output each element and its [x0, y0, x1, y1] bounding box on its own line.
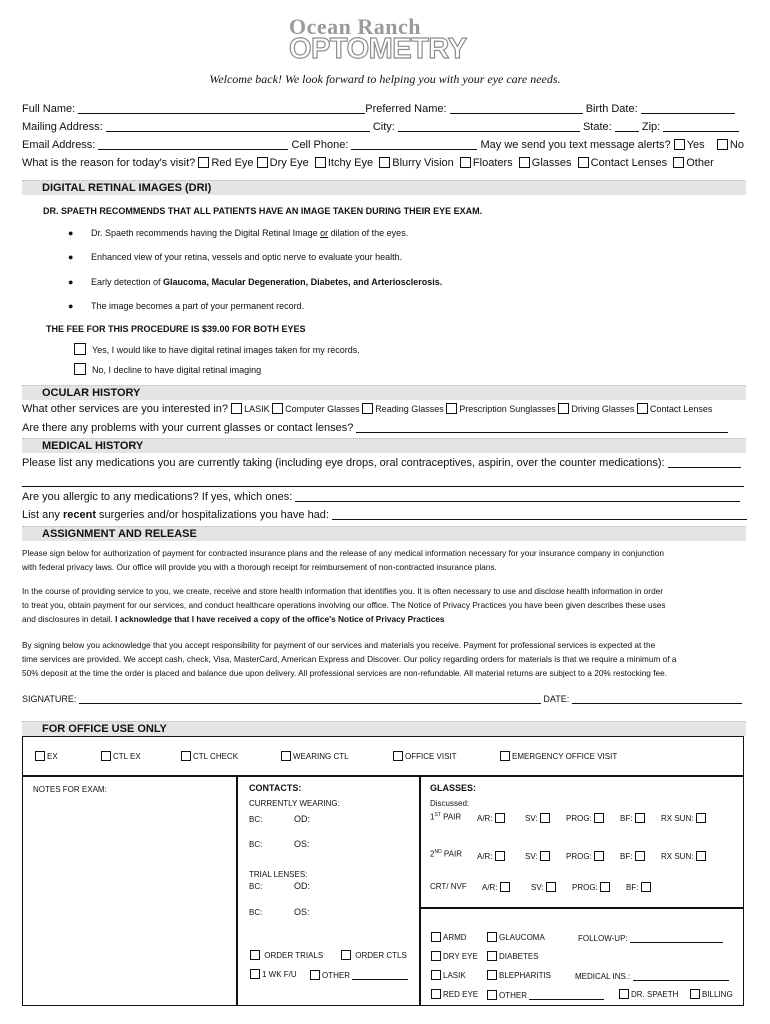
ar-checkbox[interactable]: [495, 851, 505, 861]
order-ctls: [341, 950, 407, 960]
service-checkbox[interactable]: [558, 403, 569, 414]
dryeye-checkbox[interactable]: [431, 951, 441, 961]
services-question: What other services are you interested in?: [22, 403, 229, 415]
office-check-label: WEARING CTL: [293, 752, 349, 761]
meds-question: Please list any medications you are currently taking (including eye drops, oral contraceptives, aspirin, over the counter medications):: [22, 457, 665, 469]
service-checkbox[interactable]: [231, 403, 242, 414]
billing-label: BILLING: [702, 990, 733, 999]
bf-label: BF:: [620, 852, 633, 861]
service-option: Computer Glasses: [285, 404, 360, 414]
other-row: [487, 989, 604, 1000]
office-check-ctl-check: [181, 751, 238, 761]
para-line: 50% deposit at the time the order is placed and balance due upon delivery. All professional services are non-refundable. All material returns are subject to a 20% restocking fee.: [22, 668, 668, 678]
mailing-address-label: Mailing Address:: [22, 121, 103, 133]
city-label: City:: [372, 121, 395, 133]
assignment-paragraph-3: [22, 638, 750, 680]
order-ctls-checkbox[interactable]: [341, 950, 351, 960]
office-checkbox[interactable]: [393, 751, 403, 761]
dryeye-label: DRY EYE: [443, 952, 478, 961]
other-field[interactable]: [352, 969, 408, 980]
pair-sup: ST: [434, 812, 441, 818]
sv-label: SV:: [525, 814, 538, 823]
diabetes-label: DIABETES: [499, 952, 539, 961]
problems-question: Are there any problems with your current glasses or contact lenses?: [22, 422, 354, 434]
prog-label: PROG:: [566, 852, 592, 861]
assignment-header: [22, 526, 746, 541]
service-option: Reading Glasses: [375, 404, 444, 414]
order-trials-checkbox[interactable]: [250, 950, 260, 960]
surgery-bold: recent: [62, 509, 96, 521]
bf-3: [626, 882, 653, 892]
dri-bullet-1: [91, 228, 408, 238]
glasses-title: GLASSES:: [430, 783, 477, 793]
para-line: Please sign below for authorization of payment for contracted insurance plans and the release of any medical information necessary for your insurance company in conjunction: [22, 548, 664, 558]
email-label: Email Address:: [22, 139, 96, 151]
crt-label: CRT/ NVF: [430, 882, 467, 891]
ar-checkbox[interactable]: [500, 882, 510, 892]
para-line: to treat you, obtain payment for our services, and conduct healthcare operations involving our office. The Notice of Privacy Practices you have been given describes these uses: [22, 600, 666, 610]
contacts-title: CONTACTS:: [249, 783, 302, 793]
trial-lenses-label: TRIAL LENSES:: [249, 870, 308, 879]
reason-option: Floaters: [472, 157, 513, 169]
diabetes-row: [487, 951, 539, 961]
prog-label: PROG:: [572, 883, 598, 892]
ar-label: A/R:: [482, 883, 498, 892]
yes-label: Yes: [686, 139, 705, 151]
contacts-other: [310, 969, 408, 980]
ar-label: A/R:: [477, 852, 493, 861]
sv-label: SV:: [525, 852, 538, 861]
glaucoma-checkbox[interactable]: [487, 932, 497, 942]
reason-checkbox[interactable]: [379, 157, 390, 168]
bc-label: BC:: [249, 815, 263, 824]
reason-option: Blurry Vision: [392, 157, 454, 169]
reason-option: Red Eye: [211, 157, 254, 169]
rxsun-1: [661, 813, 708, 823]
pair-number: 1: [430, 812, 435, 822]
dri-bullet-3-pre: Early detection of: [91, 277, 164, 287]
surgery-row: [22, 509, 747, 521]
notes-box[interactable]: [22, 776, 237, 1006]
date-label: DATE:: [543, 694, 570, 704]
email-field[interactable]: [98, 139, 288, 150]
reason-checkbox[interactable]: [673, 157, 684, 168]
office-check-office-visit: [393, 751, 457, 761]
rxsun-label: RX SUN:: [661, 852, 694, 861]
dri-bullet-3-bold: Glaucoma, Macular Degeneration, Diabetes, and Arteriosclerosis.: [163, 277, 443, 287]
medins-label: MEDICAL INS.:: [575, 972, 631, 981]
office-checkbox[interactable]: [281, 751, 291, 761]
other-checkbox[interactable]: [310, 970, 320, 980]
reason-option: Dry Eye: [269, 157, 309, 169]
zip-label: Zip:: [641, 121, 661, 133]
para-line: [22, 612, 750, 626]
ocular-header: [22, 385, 746, 400]
dri-bullet-1-pre: Dr. Spaeth recommends having the Digital Retinal Image: [91, 228, 321, 238]
os-label: OS:: [294, 907, 310, 917]
meds-field-line-2[interactable]: [22, 486, 744, 487]
prog-checkbox[interactable]: [594, 851, 604, 861]
sv-checkbox[interactable]: [540, 813, 550, 823]
armd-checkbox[interactable]: [431, 932, 441, 942]
sv-checkbox[interactable]: [540, 851, 550, 861]
service-option: Contact Lenses: [649, 404, 713, 414]
medical-header: [22, 438, 746, 453]
dri-yes-label: Yes, I would like to have digital retinal images taken for my records.: [92, 345, 360, 355]
office-checkbox[interactable]: [181, 751, 191, 761]
ar-2: [477, 851, 507, 861]
office-check-wearing-ctl: [281, 751, 349, 761]
surgery-post: surgeries and/or hospitalizations you have had:: [96, 509, 329, 521]
office-checkbox[interactable]: [101, 751, 111, 761]
service-option: Driving Glasses: [571, 404, 635, 414]
para-line: By signing below you acknowledge that you accept responsibility for payment of our services and materials you receive. Payment for professional services is expected at the: [22, 640, 656, 650]
ar-1: [477, 813, 507, 823]
drspaeth-label: DR. SPAETH: [631, 990, 679, 999]
bullet-icon: ●: [68, 301, 74, 311]
reason-row: [22, 157, 714, 169]
email-row: [22, 139, 744, 151]
service-checkbox[interactable]: [446, 403, 457, 414]
blepharitis-row: [487, 970, 551, 980]
bf-checkbox[interactable]: [635, 851, 645, 861]
privacy-acknowledgement: I acknowledge that I have received a copy of the office's Notice of Privacy Practices: [115, 614, 445, 624]
rxsun-checkbox[interactable]: [696, 813, 706, 823]
redeye-row: [431, 989, 478, 999]
office-checkbox[interactable]: [500, 751, 510, 761]
bf-1: [620, 813, 647, 823]
reason-option: Other: [686, 157, 714, 169]
dri-recommend: DR. SPAETH RECOMMENDS THAT ALL PATIENTS HAVE AN IMAGE TAKEN DURING THEIR EYE EXAM.: [43, 206, 483, 216]
blepharitis-label: BLEPHARITIS: [499, 971, 552, 980]
bf-checkbox[interactable]: [641, 882, 651, 892]
rxsun-label: RX SUN:: [661, 814, 694, 823]
blepharitis-checkbox[interactable]: [487, 970, 497, 980]
currently-wearing-label: CURRENTLY WEARING:: [249, 799, 340, 808]
office-header-text: FOR OFFICE USE ONLY: [42, 723, 167, 735]
full-name-row: [22, 103, 735, 115]
signature-label: SIGNATURE:: [22, 694, 77, 704]
service-option: LASIK: [244, 404, 270, 414]
medins-field[interactable]: [633, 970, 729, 981]
pair-label: PAIR: [443, 812, 462, 822]
bullet-icon: ●: [68, 228, 74, 238]
sv-1: [525, 813, 552, 823]
followup-row: [578, 932, 723, 943]
full-name-field[interactable]: [78, 103, 365, 114]
service-option: Prescription Sunglasses: [459, 404, 556, 414]
ocular-header-text: OCULAR HISTORY: [42, 387, 141, 399]
dri-bullet-1-post: dilation of the eyes.: [328, 228, 409, 238]
pair-label: PAIR: [443, 849, 462, 859]
bullet-icon: ●: [68, 277, 74, 287]
followup-field[interactable]: [630, 932, 723, 943]
sv-label: SV:: [531, 883, 544, 892]
order-trials: [250, 950, 323, 960]
glaucoma-row: [487, 932, 545, 942]
dri-bullet-1-or: or: [320, 228, 329, 238]
office-check-label: CTL EX: [113, 752, 141, 761]
office-check-label: EMERGENCY OFFICE VISIT: [512, 752, 618, 761]
logo-line1: Ocean Ranch: [289, 14, 421, 39]
bullet-icon: ●: [68, 252, 74, 262]
meds-row: [22, 457, 741, 469]
pair-sup: ND: [434, 849, 442, 855]
preferred-name-field[interactable]: [450, 103, 583, 114]
service-checkbox[interactable]: [637, 403, 648, 414]
office-check-label: CTL CHECK: [193, 752, 239, 761]
sv-3: [531, 882, 558, 892]
reason-option: Glasses: [531, 157, 572, 169]
reason-checkbox[interactable]: [315, 157, 326, 168]
full-name-label: Full Name:: [22, 103, 76, 115]
office-check-emergency: [500, 751, 617, 761]
ar-label: A/R:: [477, 814, 493, 823]
reason-option: Itchy Eye: [327, 157, 374, 169]
reason-checkbox[interactable]: [460, 157, 471, 168]
rxsun-checkbox[interactable]: [696, 851, 706, 861]
discussed-label: Discussed:: [430, 799, 470, 808]
lasik-checkbox[interactable]: [431, 970, 441, 980]
od-label: OD:: [294, 881, 311, 891]
prog-1: [566, 813, 606, 823]
billing-row: [690, 989, 733, 999]
state-field[interactable]: [615, 121, 639, 132]
rxsun-2: [661, 851, 708, 861]
prog-checkbox[interactable]: [594, 813, 604, 823]
reason-checkbox[interactable]: [519, 157, 530, 168]
redeye-label: RED EYE: [443, 990, 479, 999]
billing-checkbox[interactable]: [690, 989, 700, 999]
allergic-field[interactable]: [295, 491, 740, 502]
redeye-checkbox[interactable]: [431, 989, 441, 999]
dri-bullet-2: Enhanced view of your retina, vessels and optic nerve to evaluate your health.: [91, 252, 403, 262]
welcome-text: Welcome back! We look forward to helping you with your eye care needs.: [209, 72, 561, 86]
no-label: No: [729, 139, 744, 151]
lasik-label: LASIK: [443, 971, 466, 980]
od-label: OD:: [294, 814, 311, 824]
second-pair-row: [430, 849, 462, 859]
meds-field[interactable]: [668, 457, 741, 468]
prog-2: [566, 851, 606, 861]
no-checkbox[interactable]: [717, 139, 728, 150]
followup-label: FOLLOW-UP:: [578, 934, 628, 943]
office-check-ex: [35, 751, 58, 761]
wk-label: 1 WK F/U: [262, 970, 297, 979]
services-row: [22, 403, 712, 415]
mailing-address-field[interactable]: [106, 121, 370, 132]
text-alerts-label: May we send you text message alerts?: [480, 139, 671, 151]
reason-checkbox[interactable]: [198, 157, 209, 168]
dri-no-checkbox[interactable]: [74, 363, 86, 375]
dri-yes-row: [74, 343, 360, 355]
assignment-paragraph-2: [22, 584, 750, 626]
sv-2: [525, 851, 552, 861]
yes-checkbox[interactable]: [674, 139, 685, 150]
order-ctls-label: ORDER CTLS: [355, 951, 407, 960]
dri-no-row: [74, 363, 261, 375]
prog-checkbox[interactable]: [600, 882, 610, 892]
dri-fee: THE FEE FOR THIS PROCEDURE IS $39.00 FOR BOTH EYES: [46, 324, 306, 334]
reason-label: What is the reason for today's visit?: [22, 157, 196, 169]
other-checkbox[interactable]: [487, 990, 497, 1000]
cell-label: Cell Phone:: [291, 139, 349, 151]
zip-field[interactable]: [663, 121, 739, 132]
other-field[interactable]: [529, 989, 604, 1000]
city-field[interactable]: [398, 121, 580, 132]
dri-bullet-3: [91, 277, 442, 287]
office-check-label: EX: [47, 752, 58, 761]
prog-label: PROG:: [566, 814, 592, 823]
dri-no-label: No, I decline to have digital retinal imaging: [92, 365, 262, 375]
assignment-paragraph-1: [22, 546, 750, 574]
date-field[interactable]: [572, 693, 742, 704]
office-header: [22, 721, 746, 736]
other-label: OTHER: [499, 991, 527, 1000]
reason-option: Contact Lenses: [590, 157, 668, 169]
birth-date-field[interactable]: [641, 103, 735, 114]
armd-label: ARMD: [443, 933, 467, 942]
surgery-field[interactable]: [332, 509, 747, 520]
birth-date-label: Birth Date:: [585, 103, 638, 115]
first-pair-row: [430, 812, 461, 822]
order-trials-label: ORDER TRIALS: [264, 951, 324, 960]
pair-number: 2: [430, 849, 435, 859]
bf-label: BF:: [626, 883, 639, 892]
para-text: and disclosures in detail.: [22, 614, 116, 624]
prog-3: [572, 882, 612, 892]
preferred-name-label: Preferred Name:: [365, 103, 447, 115]
assignment-header-text: ASSIGNMENT AND RELEASE: [42, 528, 197, 540]
bc-label: BC:: [249, 840, 263, 849]
diabetes-checkbox[interactable]: [487, 951, 497, 961]
bc-label: BC:: [249, 882, 263, 891]
dri-bullet-4: The image becomes a part of your permanent record.: [91, 301, 305, 311]
bf-2: [620, 851, 647, 861]
lasik-row: [431, 970, 466, 980]
dri-yes-checkbox[interactable]: [74, 343, 86, 355]
drspaeth-checkbox[interactable]: [619, 989, 629, 999]
state-label: State:: [582, 121, 612, 133]
other-label: OTHER: [322, 971, 350, 980]
para-line: with federal privacy laws. Our office will provide you with a thorough receipt for reimbursement of non-contracted insurance plans.: [22, 562, 497, 572]
glaucoma-label: GLAUCOMA: [499, 933, 545, 942]
ar-3: [482, 882, 512, 892]
dri-header: [22, 180, 746, 195]
wk-checkbox[interactable]: [250, 969, 260, 979]
office-checkbox[interactable]: [35, 751, 45, 761]
signature-row: [22, 693, 742, 704]
ar-checkbox[interactable]: [495, 813, 505, 823]
dri-header-text: DIGITAL RETINAL IMAGES (DRI): [42, 182, 212, 194]
service-checkbox[interactable]: [362, 403, 373, 414]
logo-line2: OPTOMETRY: [289, 33, 467, 65]
armd-row: [431, 932, 467, 942]
drspaeth-row: [619, 989, 678, 999]
para-line: In the course of providing service to you, we create, receive and store health information that identifies you. It is often necessary to use and disclose health information in order: [22, 586, 664, 596]
bf-checkbox[interactable]: [635, 813, 645, 823]
signature-field[interactable]: [79, 693, 541, 704]
medins-row: [575, 970, 729, 981]
allergic-row: [22, 491, 740, 503]
surgery-pre: List any: [22, 509, 63, 521]
office-check-label: OFFICE VISIT: [405, 752, 457, 761]
notes-label: NOTES FOR EXAM:: [33, 785, 107, 794]
para-line: time services are provided. We accept cash, check, Visa, MasterCard, American Express and Discover. Our policy regarding orders for materials is that we require a minimum of a: [22, 654, 677, 664]
wk-followup: [250, 969, 297, 979]
bc-label: BC:: [249, 908, 263, 917]
bf-label: BF:: [620, 814, 633, 823]
office-check-ctl-ex: [101, 751, 141, 761]
cell-field[interactable]: [351, 139, 477, 150]
address-row: [22, 121, 739, 133]
service-checkbox[interactable]: [272, 403, 283, 414]
problems-field[interactable]: [356, 422, 728, 433]
sv-checkbox[interactable]: [546, 882, 556, 892]
allergic-question: Are you allergic to any medications? If yes, which ones:: [22, 491, 293, 503]
problems-row: [22, 422, 728, 434]
medical-header-text: MEDICAL HISTORY: [42, 440, 144, 452]
dryeye-row: [431, 951, 478, 961]
os-label: OS:: [294, 839, 310, 849]
reason-checkbox[interactable]: [257, 157, 268, 168]
reason-checkbox[interactable]: [578, 157, 589, 168]
